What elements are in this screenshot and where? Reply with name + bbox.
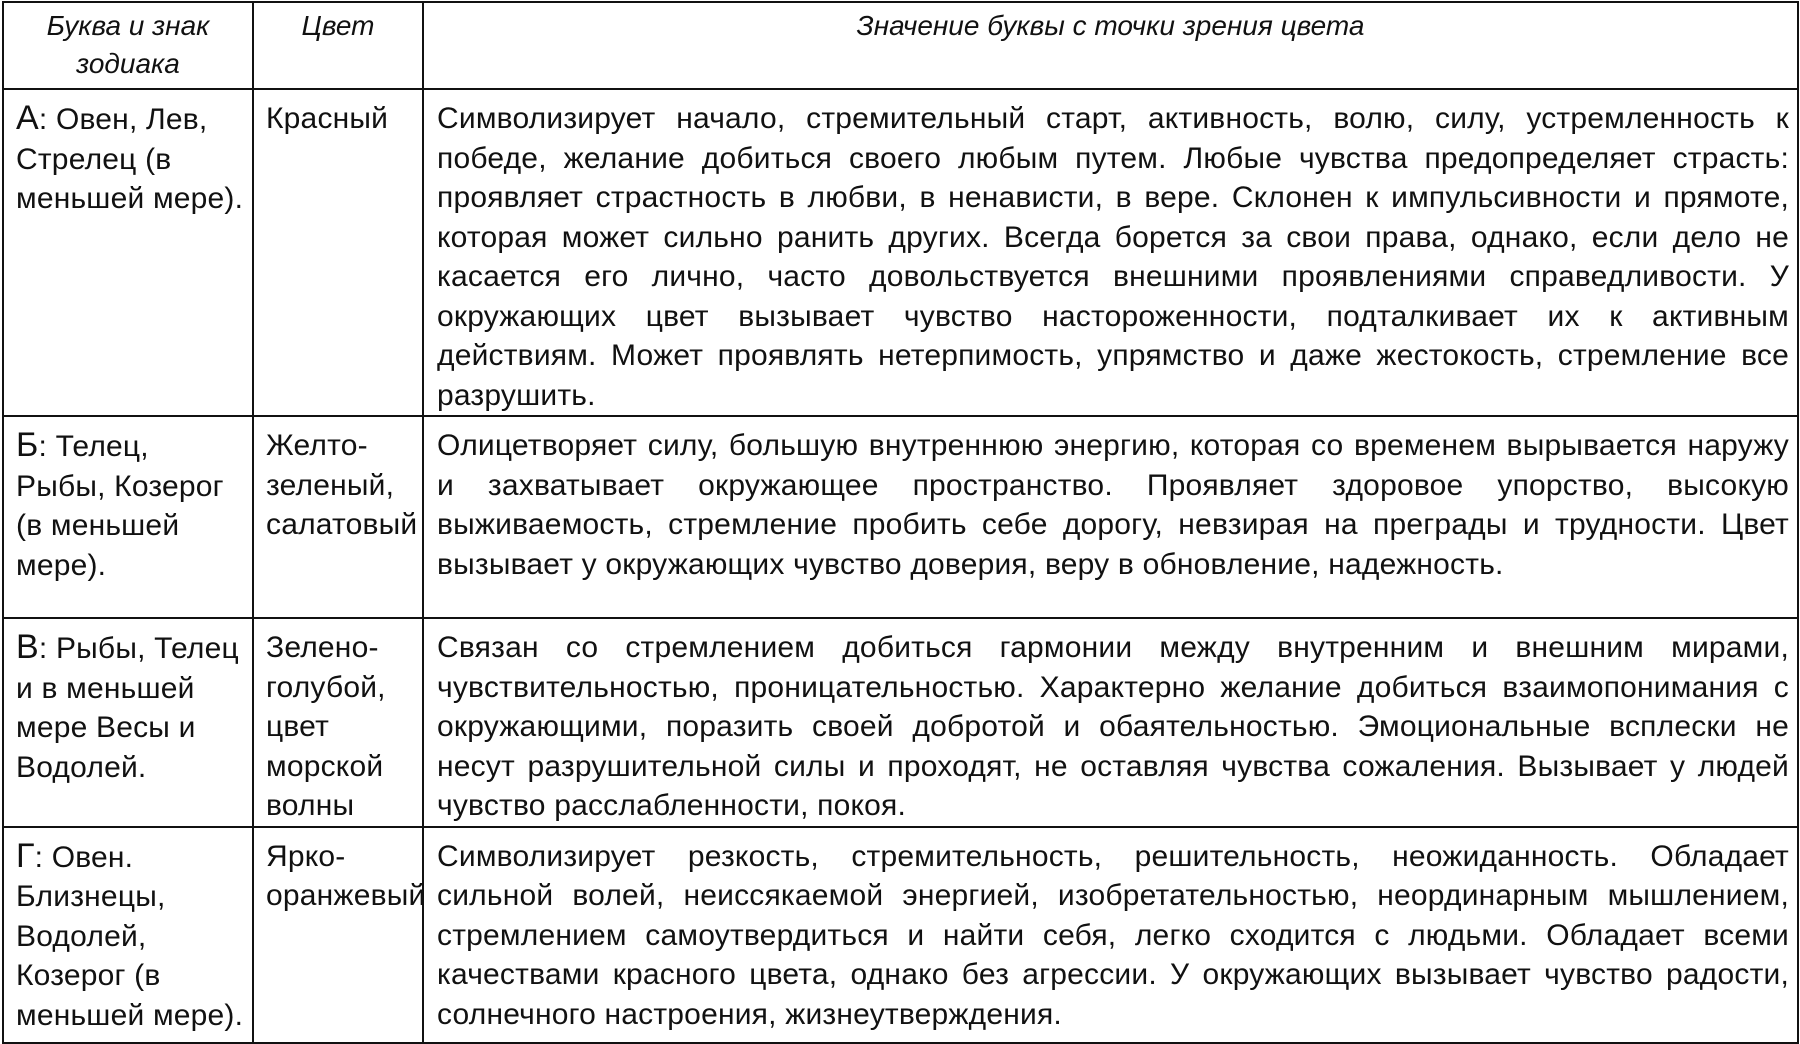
zodiac-signs: : Телец, Рыбы, Козерог (в меньшей мере). (16, 430, 224, 582)
header-letter-sign: Буква и знак зодиака (3, 2, 253, 89)
zodiac-signs: : Овен, Лев, Стрелец (в меньшей мере). (16, 103, 244, 215)
color-cell: Желто-зеленый, салатовый (253, 416, 423, 618)
meaning-cell: Символизирует начало, стремительный старт, активность, волю, силу, устремленность к победе, желание добиться своего любым путем. Любые чувства предопределяет страсть: проявляет страстность в любви, в ненависти, в вере. Склонен к импульсивности и прямоте, которая может сильно ранить других. Всегда борется за свои права, однако, если дело не касается его лично, часто довольствуется внешними проявлениями справедливости. У окружающих цвет вызывает чувство настороженности, подталкивает их к активным действиям. Может проявлять нетерпимость, упрямство и даже жестокость, стремление все разрушить. (423, 89, 1798, 416)
letter: А (16, 99, 39, 137)
color-cell: Красный (253, 89, 423, 416)
zodiac-signs: : Овен. Близнецы, Водолей, Козерог (в меньшей мере). (16, 840, 244, 1032)
letter-sign-cell (3, 416, 253, 618)
table-row (3, 416, 1798, 618)
color-cell: Зелено-голубой, цвет морской волны (253, 618, 423, 827)
table-row (3, 89, 1798, 416)
letter: Б (16, 426, 39, 464)
meaning-cell: Связан со стремлением добиться гармонии между внутренним и внешним мирами, чувствительностью, проницательностью. Характерно желание добиться взаимопонимания с окружающими, поразить своей добротой и обаятельностью. Эмоциональные всплески не несут разрушительной силы и проходят, не оставляя чувства сожаления. Вызывает у людей чувство расслабленности, покоя. (423, 618, 1798, 827)
zodiac-signs: : Рыбы, Телец и в меньшей мере Весы и Водолей. (16, 632, 239, 784)
letters-color-table (2, 1, 1799, 1044)
letter-sign-cell (3, 618, 253, 827)
letter: Г (16, 836, 35, 875)
letter-sign-cell (3, 827, 253, 1043)
table-row (3, 618, 1798, 827)
meaning-cell: Олицетворяет силу, большую внутреннюю энергию, которая со временем вырывается наружу и захватывает окружающее пространство. Проявляет здоровое упорство, высокую выживаемость, стремление пробить себе дорогу, невзирая на преграды и трудности. Цвет вызывает у окружающих чувство доверия, веру в обновление, надежность. (423, 416, 1798, 618)
color-cell: Ярко-оранжевый (253, 827, 423, 1043)
table-header-row (3, 2, 1798, 89)
letter-sign-cell (3, 89, 253, 416)
header-meaning: Значение буквы с точки зрения цвета (423, 2, 1798, 89)
letter: В (16, 628, 39, 666)
header-color: Цвет (253, 2, 423, 89)
table-row (3, 827, 1798, 1043)
meaning-cell: Символизирует резкость, стремительность, решительность, неожиданность. Обладает сильной волей, неиссякаемой энергией, изобретательностью, неординарным мышлением, стремлением самоутвердиться и найти себя, легко сходится с людьми. Обладает всеми качествами красного цвета, однако без агрессии. У окружающих вызывает чувство радости, солнечного настроения, жизнеутверждения. (423, 827, 1798, 1043)
